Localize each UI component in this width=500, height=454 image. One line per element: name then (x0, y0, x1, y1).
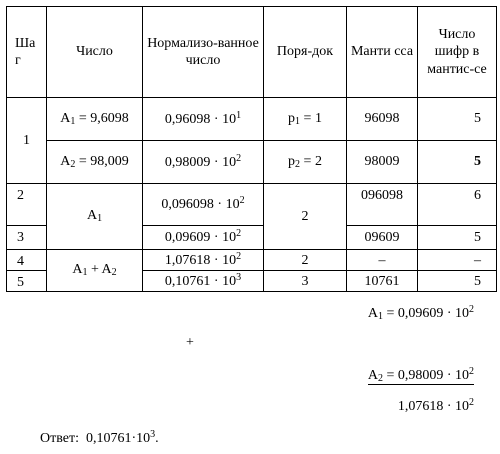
header-order: Поря-док (264, 7, 347, 98)
order-cell: 2 (264, 184, 347, 250)
header-row (7, 7, 497, 98)
order-cell: $p_1 = 1$ (264, 98, 347, 141)
number-cell: $A_1 = 9,6098$ (47, 98, 143, 141)
normalized-cell: $0,10761 \cdot 10^3$ (143, 271, 264, 292)
number-cell: $A_1$ (47, 184, 143, 250)
step-cell: 2 (7, 184, 47, 226)
answer-label: Ответ: (40, 431, 79, 446)
calc-line-sum: $1,07618 \cdot 10^2$ (397, 397, 474, 414)
digits-cell: 5 (418, 98, 497, 141)
number-cell: $A_2 = 98,009$ (47, 141, 143, 184)
calculation-table (6, 6, 497, 292)
digits-cell: 5 (418, 271, 497, 292)
digits-cell: 5 (418, 226, 497, 250)
calc-line-a1: $A_1 = 0,09609 \cdot 10^2$ (367, 304, 474, 322)
digits-cell: – (418, 250, 497, 271)
normalized-cell: $0,96098 \cdot 10^1$ (143, 98, 264, 141)
header-digits: Число шифр в мантис-се (418, 7, 497, 98)
normalized-cell: $0,096098 \cdot 10^2$ (143, 184, 264, 226)
answer (40, 429, 159, 447)
table-row (7, 184, 497, 226)
order-cell: 2 (264, 250, 347, 271)
table-row (7, 141, 497, 184)
header-mantissa: Манти сса (347, 7, 418, 98)
step-cell: 3 (7, 226, 47, 250)
order-cell: $p_2 = 2$ (264, 141, 347, 184)
mantissa-cell: 96098 (347, 98, 418, 141)
digits-cell: 6 (418, 184, 497, 226)
plus-sign: + (186, 335, 194, 350)
header-number: Число (47, 7, 143, 98)
normalized-cell: $0,98009 \cdot 10^2$ (143, 141, 264, 184)
header-step: Ша г (7, 7, 47, 98)
order-cell: 3 (264, 271, 347, 292)
normalized-cell: $0,09609 \cdot 10^2$ (143, 226, 264, 250)
mantissa-cell: 09609 (347, 226, 418, 250)
answer-value: $0,10761\cdot 10^3$. (85, 429, 159, 446)
table-row (7, 250, 497, 271)
step-cell: 1 (7, 98, 47, 184)
digits-cell: 5 (418, 141, 497, 184)
calc-line-a2: $A_2 = 0,98009 \cdot 10^2$ (367, 366, 474, 384)
number-cell: $A_1 + A_2$ (47, 250, 143, 292)
mantissa-cell: 096098 (347, 184, 418, 226)
mantissa-cell: – (347, 250, 418, 271)
step-cell: 5 (7, 271, 47, 292)
step-cell: 4 (7, 250, 47, 271)
table-row (7, 98, 497, 141)
mantissa-cell: 10761 (347, 271, 418, 292)
header-normalized: Нормализо-ванное число (143, 7, 264, 98)
normalized-cell: $1,07618 \cdot 10^2$ (143, 250, 264, 271)
mantissa-cell: 98009 (347, 141, 418, 184)
